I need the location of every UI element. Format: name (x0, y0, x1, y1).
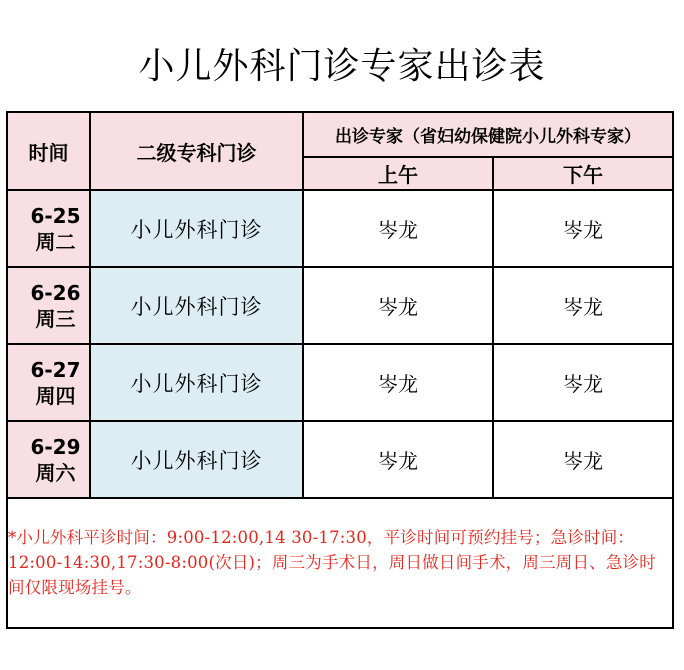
date-label: 6-29 (30, 434, 81, 459)
table-row (8, 190, 672, 267)
weekday-label: 周六 (35, 460, 76, 485)
header-afternoon: 下午 (493, 157, 672, 190)
date-cell (8, 421, 90, 498)
weekday-label: 周三 (35, 306, 76, 331)
morning-doctor-cell: 岑龙 (303, 267, 493, 344)
table-row (8, 267, 672, 344)
header-time: 时间 (8, 113, 90, 190)
clinic-cell: 小儿外科门诊 (90, 190, 303, 267)
table-row (8, 421, 672, 498)
date-cell (8, 344, 90, 421)
schedule-table (8, 113, 672, 499)
afternoon-doctor-cell: 岑龙 (493, 344, 672, 421)
morning-doctor-cell: 岑龙 (303, 421, 493, 498)
weekday-label: 周二 (35, 229, 76, 254)
weekday-label: 周四 (35, 383, 76, 408)
date-cell (8, 267, 90, 344)
date-label: 6-26 (30, 280, 81, 305)
morning-doctor-cell: 岑龙 (303, 190, 493, 267)
afternoon-doctor-cell: 岑龙 (493, 190, 672, 267)
date-label: 6-25 (30, 203, 81, 228)
header-experts: 出诊专家（省妇幼保健院小儿外科专家） (303, 113, 672, 157)
header-clinic: 二级专科门诊 (90, 113, 303, 190)
clinic-cell: 小儿外科门诊 (90, 267, 303, 344)
table-row (8, 344, 672, 421)
header-morning: 上午 (303, 157, 493, 190)
afternoon-doctor-cell: 岑龙 (493, 267, 672, 344)
schedule-note: *小儿外科平诊时间：9:00-12:00,14 30-17:30，平诊时间可预约挂号；急诊时间：12:00-14:30,17:30-8:00(次日)；周三为手术日，周日做日间手术，周三周日、急诊时间仅限现场挂号。 (8, 528, 656, 597)
clinic-cell: 小儿外科门诊 (90, 344, 303, 421)
morning-doctor-cell: 岑龙 (303, 344, 493, 421)
afternoon-doctor-cell: 岑龙 (493, 421, 672, 498)
date-label: 6-27 (30, 357, 81, 382)
page-title: 小儿外科门诊专家出诊表 (138, 46, 546, 87)
date-cell (8, 190, 90, 267)
clinic-cell: 小儿外科门诊 (90, 421, 303, 498)
